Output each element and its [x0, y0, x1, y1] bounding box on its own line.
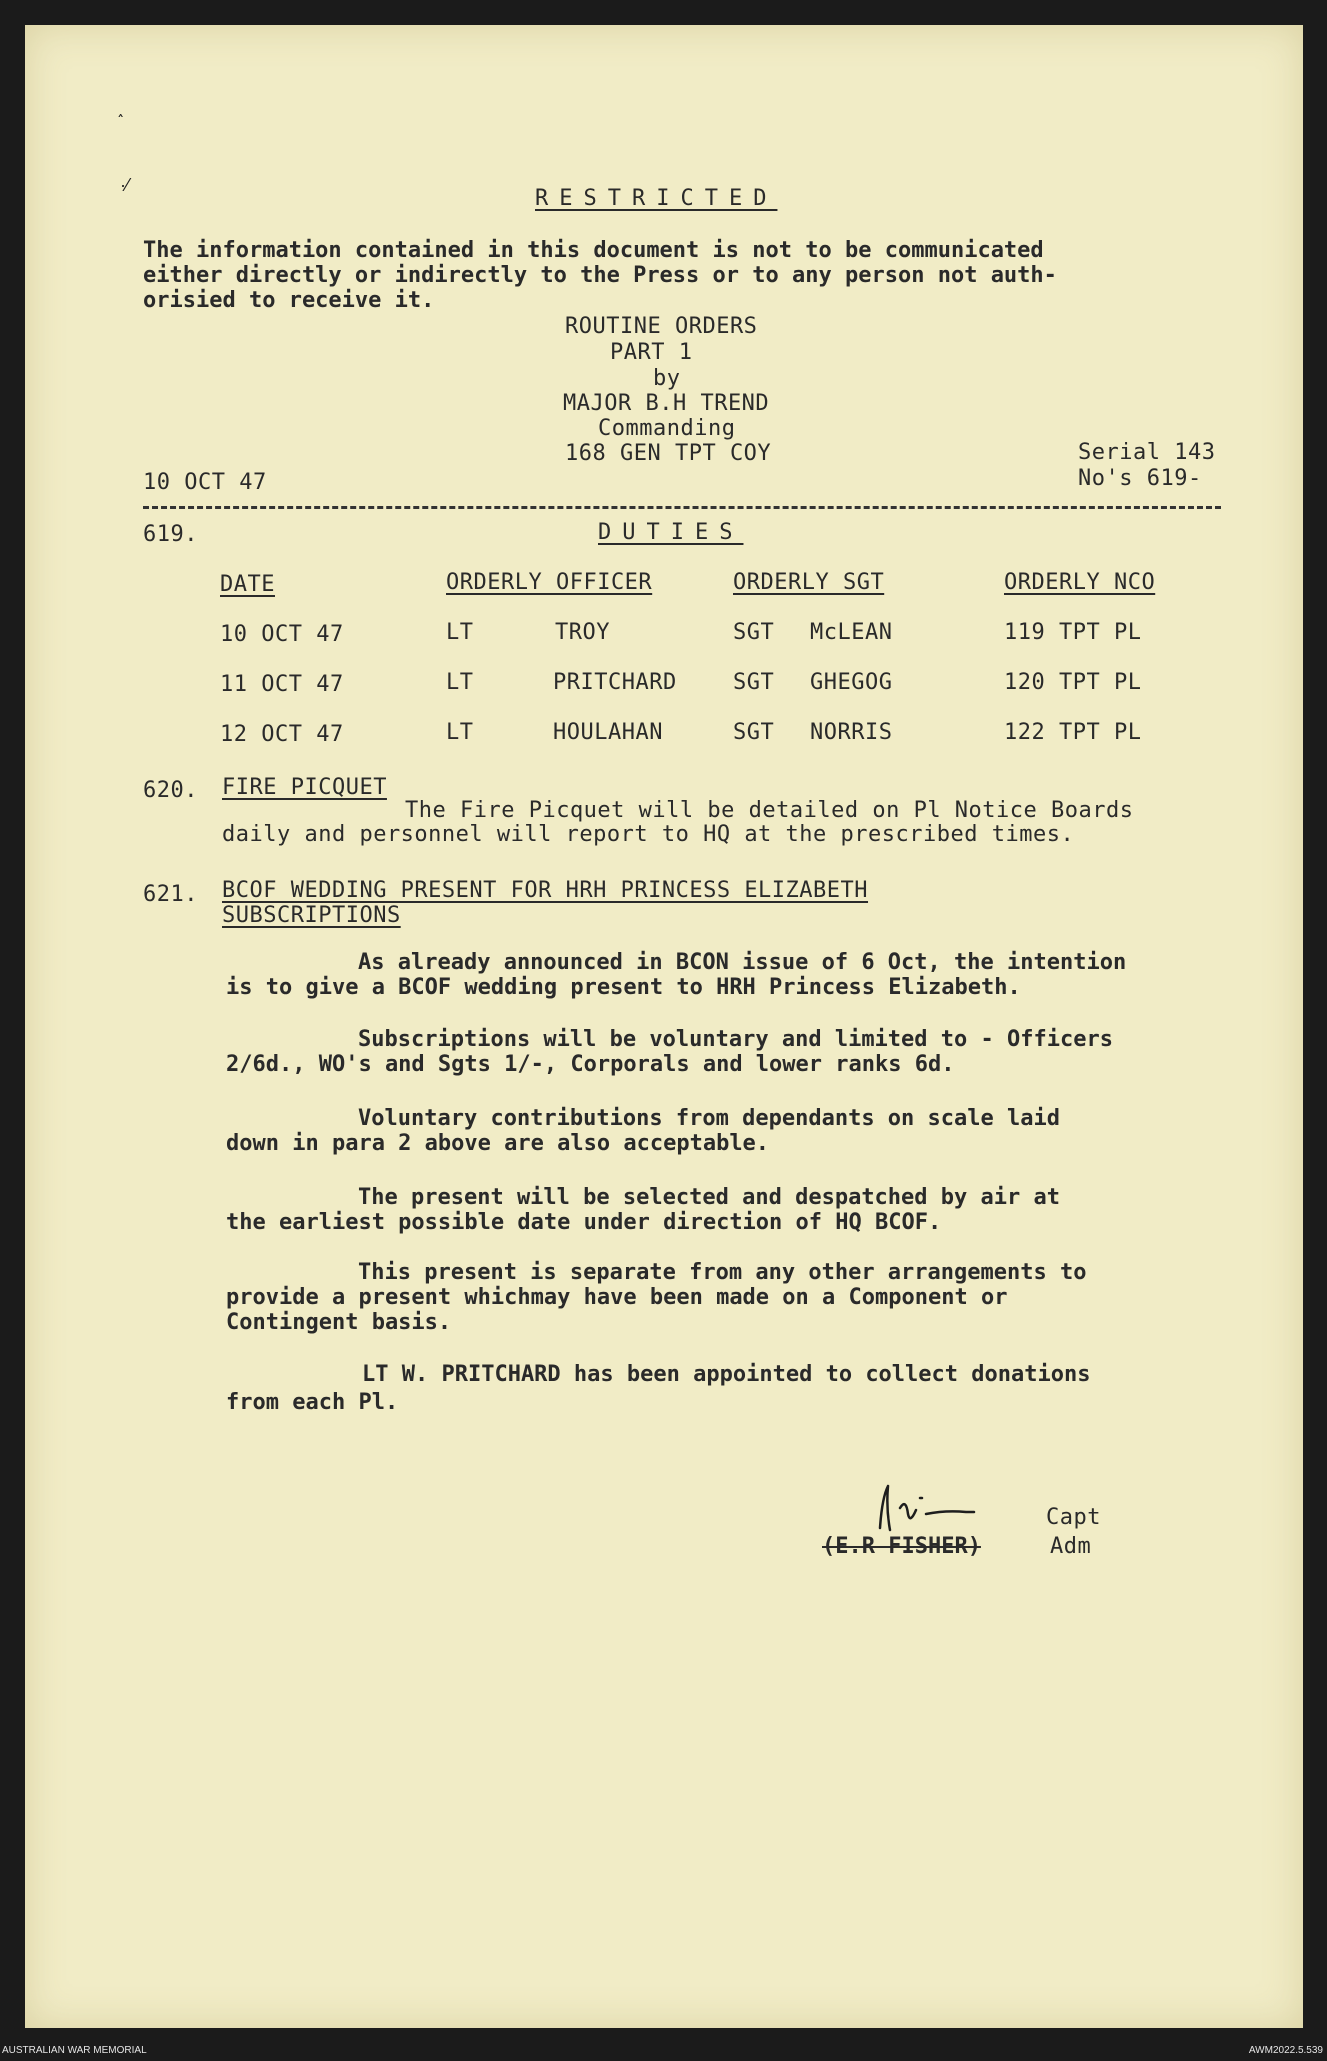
orderly-officer: PRITCHARD: [553, 670, 677, 695]
body-line: is to give a BCOF wedding present to HRH Princess Elizabeth.: [226, 975, 1021, 1000]
order-numbers: No's 619-: [1078, 466, 1202, 491]
signatory-rank: Capt: [1046, 1505, 1101, 1530]
col-header-date: DATE: [220, 572, 275, 597]
sgt-rank: SGT: [733, 670, 775, 695]
title-line: Commanding: [598, 416, 736, 441]
subscriptions-heading: SUBSCRIPTIONS: [222, 903, 401, 928]
item-number: 620.: [143, 778, 198, 803]
serial-number: Serial 143: [1078, 440, 1216, 465]
title-line: by: [653, 366, 681, 391]
body-line: from each Pl.: [226, 1390, 399, 1415]
orderly-nco: 122 TPT PL: [1004, 720, 1142, 745]
col-header-nco: ORDERLY NCO: [1004, 570, 1156, 595]
body-line: daily and personnel will report to HQ at the prescribed times.: [222, 822, 1075, 847]
item-number: 619.: [143, 522, 198, 547]
duty-date: 12 OCT 47: [220, 722, 344, 747]
warning-line: orisied to receive it.: [143, 288, 435, 313]
handwritten-signature: [860, 1478, 1040, 1538]
ink-mark: ·⁄: [120, 175, 129, 195]
duties-heading: DUTIES: [598, 520, 744, 545]
body-line: LT W. PRITCHARD has been appointed to collect donations: [362, 1362, 1091, 1387]
title-line: PART 1: [610, 340, 693, 365]
body-line: As already announced in BCON issue of 6 Oct, the intention: [358, 950, 1127, 975]
body-line: Voluntary contributions from dependants on scale laid: [358, 1106, 1060, 1131]
orderly-nco: 119 TPT PL: [1004, 620, 1142, 645]
archive-reference: AWM2022.5.539: [1248, 2045, 1323, 2056]
order-date: 10 OCT 47: [143, 470, 267, 495]
duty-date: 11 OCT 47: [220, 672, 344, 697]
warning-line: The information contained in this document is not to be communicated: [143, 238, 1044, 263]
title-line: 168 GEN TPT COY: [565, 441, 772, 466]
body-line: provide a present whichmay have been made on a Component or: [226, 1285, 1008, 1310]
warning-text: [143, 238, 1057, 313]
orderly-officer: TROY: [555, 620, 610, 645]
title-line: ROUTINE ORDERS: [565, 314, 758, 339]
body-line: The Fire Picquet will be detailed on Pl Notice Boards: [405, 798, 1134, 823]
sgt-rank: SGT: [733, 620, 775, 645]
body-line: the earliest possible date under direction of HQ BCOF.: [226, 1210, 942, 1235]
officer-rank: LT: [446, 620, 474, 645]
signatory-name: (E.R FISHER): [822, 1534, 981, 1559]
col-header-sgt: ORDERLY SGT: [733, 570, 885, 595]
warning-line: either directly or indirectly to the Press or to any person not auth-: [143, 263, 1057, 288]
classification: RESTRICTED: [535, 186, 778, 211]
sgt-rank: SGT: [733, 720, 775, 745]
col-header-officer: ORDERLY OFFICER: [446, 570, 653, 595]
orderly-sgt: NORRIS: [810, 720, 893, 745]
orderly-sgt: GHEGOG: [810, 670, 893, 695]
body-line: down in para 2 above are also acceptable.: [226, 1131, 770, 1156]
body-line: 2/6d., WO's and Sgts 1/-, Corporals and lower ranks 6d.: [226, 1052, 955, 1077]
body-line: Subscriptions will be voluntary and limited to - Officers: [358, 1027, 1113, 1052]
title-line: MAJOR B.H TREND: [563, 391, 770, 416]
wedding-heading: BCOF WEDDING PRESENT FOR HRH PRINCESS ELIZABETH: [222, 878, 869, 903]
orderly-officer: HOULAHAN: [553, 720, 663, 745]
orderly-sgt: McLEAN: [810, 620, 893, 645]
fire-picquet-heading: FIRE PICQUET: [222, 775, 387, 800]
ink-mark: ˰: [117, 93, 125, 118]
body-line: The present will be selected and despatched by air at: [358, 1185, 1060, 1210]
officer-rank: LT: [446, 720, 474, 745]
officer-rank: LT: [446, 670, 474, 695]
orderly-nco: 120 TPT PL: [1004, 670, 1142, 695]
body-line: Contingent basis.: [226, 1310, 452, 1335]
archive-credit: AUSTRALIAN WAR MEMORIAL: [2, 2045, 147, 2056]
signatory-role: Adm: [1050, 1534, 1092, 1559]
divider: [143, 506, 1221, 509]
duty-date: 10 OCT 47: [220, 622, 344, 647]
body-line: This present is separate from any other arrangements to: [358, 1260, 1087, 1285]
item-number: 621.: [143, 882, 198, 907]
